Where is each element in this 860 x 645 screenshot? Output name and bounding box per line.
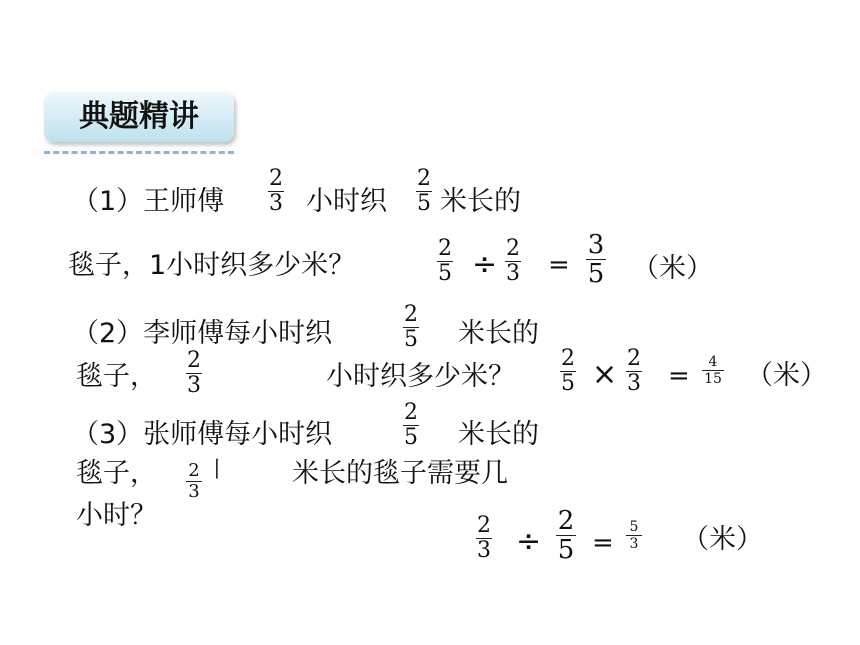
q3-fraction-a: 2 5 [404, 400, 418, 450]
section-header-badge [44, 92, 234, 142]
q2-line2-b: 小时织多少米？ [326, 361, 515, 392]
q2-eq-fraction-a: 2 5 [561, 346, 575, 396]
q2-line1-b: 米长的 [458, 318, 539, 349]
q1-eq-equals: = [548, 250, 570, 280]
q3-line1-a: （3）张师傅每小时织 [72, 419, 333, 450]
q3-line1-b: 米长的 [458, 419, 539, 450]
q1-line1-a: （1）王师傅 [72, 186, 225, 217]
q1-eq-unit: （米） [632, 253, 713, 284]
q2-eq-equals: = [668, 361, 690, 391]
q3-eq-unit: （米） [682, 524, 763, 555]
q1-line2: 毯子，1小时织多少米？ [68, 250, 356, 281]
q2-fraction-a: 2 5 [404, 302, 418, 352]
q3-line3: 小时？ [76, 500, 157, 531]
q3-line2-a: 毯子， [76, 458, 157, 489]
q1-eq-fraction-a: 2 5 [438, 236, 452, 286]
q2-eq-operator: × [592, 357, 618, 392]
section-title: 典题精讲 [79, 99, 199, 134]
q3-fraction-b: 2 3 [186, 462, 202, 501]
q3-eq-operator: ÷ [516, 524, 542, 559]
q1-eq-result: 3 5 [587, 230, 605, 289]
q2-eq-unit: （米） [746, 360, 827, 391]
q1-fraction-a: 2 3 [269, 166, 283, 216]
q1-eq-fraction-b: 2 3 [506, 236, 520, 286]
q1-fraction-b: 2 5 [417, 166, 431, 216]
q2-eq-fraction-b: 2 3 [627, 346, 641, 396]
q3-eq-fraction-b: 2 5 [557, 506, 575, 565]
q1-line1-c: 米长的 [440, 186, 521, 217]
q3-line2-b: 米长的毯子需要几 [292, 458, 508, 489]
q2-fraction-b: 2 3 [187, 348, 201, 398]
dashed-divider [44, 151, 234, 154]
q2-line2-a: 毯子， [76, 361, 157, 392]
q3-eq-equals: = [592, 528, 614, 558]
q1-line1-b: 小时织 [306, 186, 387, 217]
q2-line1-a: （2）李师傅每小时织 [72, 318, 333, 349]
q1-eq-operator: ÷ [472, 247, 498, 282]
q3-line2-mark: 丨 [206, 458, 229, 483]
q3-eq-fraction-a: 2 3 [477, 513, 491, 563]
q3-eq-result: 5 3 [626, 520, 642, 551]
q2-eq-result: 4 15 [702, 355, 724, 386]
